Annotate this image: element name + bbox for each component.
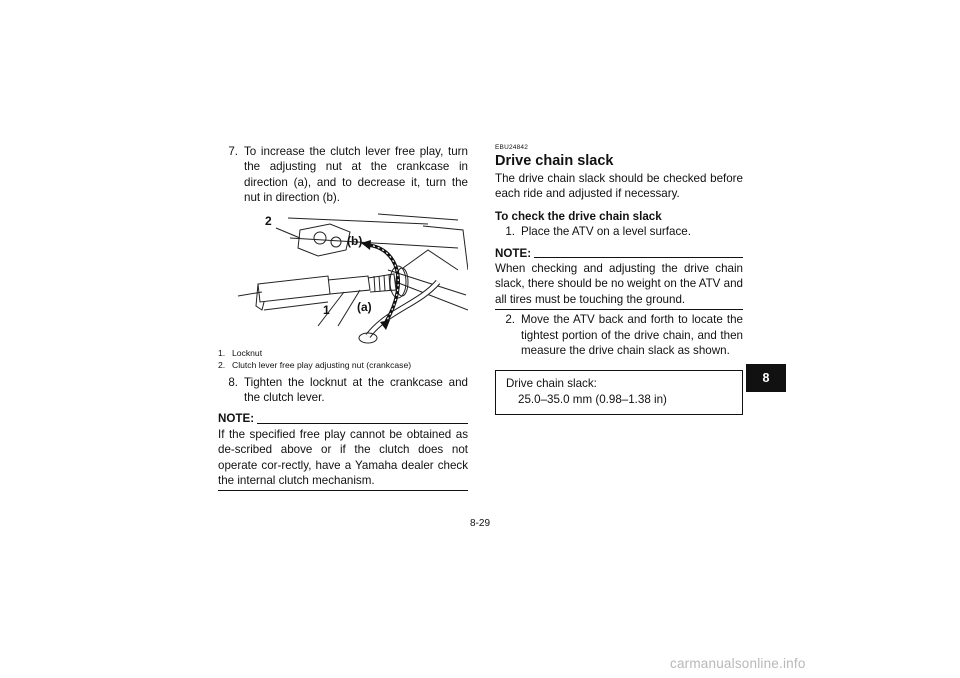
note-text: When checking and adjusting the drive chain slack, there should be no weight on the ATV and all tires must be touching the ground. [495, 262, 743, 306]
caption-number: 1. [218, 347, 226, 358]
note-text: If the specified free play cannot be obtained as de-scribed above or if the clutch does not operate cor-rectly, have a Yamaha dealer check the internal clutch mechanism. [218, 427, 468, 488]
note-end-rule [218, 490, 468, 491]
clutch-illustration-drawing [218, 210, 468, 345]
step-8 [218, 375, 468, 406]
spec-box [495, 370, 743, 415]
figure-caption [218, 347, 468, 371]
figure-label-2: 2 [265, 213, 272, 228]
section-code: EBU24842 [495, 144, 529, 151]
step-text: To increase the clutch lever free play, turn the adjusting nut at the crankcase in direction (a), and to decrease it, turn the nut in direction (b). [244, 145, 468, 205]
note-label: NOTE: [495, 246, 532, 260]
step-number: 8. [228, 375, 238, 389]
note-end-rule [495, 309, 743, 310]
step-number: 2. [505, 313, 515, 327]
step-7 [218, 144, 468, 206]
caption-text: Locknut [232, 347, 263, 358]
note-rule [534, 257, 743, 258]
page-number: 8-29 [469, 518, 490, 529]
caption-item-1 [218, 347, 468, 359]
figure-label-1: 1 [323, 302, 330, 317]
step-number: 7. [228, 145, 238, 158]
caption-number: 2. [218, 359, 226, 370]
section-heading: Drive chain slack [495, 153, 614, 169]
spec-value: 25.0–35.0 mm (0.98–1.38 in) [518, 392, 667, 406]
left-column [218, 144, 468, 491]
clutch-adjuster-illustration [218, 210, 468, 345]
right-column [495, 144, 743, 415]
spec-label: Drive chain slack: [506, 377, 597, 391]
caption-item-2 [218, 359, 468, 371]
note-rule [257, 423, 468, 424]
step-text: Move the ATV back and forth to locate the tightest portion of the drive chain, and then measure the drive chain slack as shown. [521, 313, 743, 358]
note-header [495, 246, 743, 261]
subheading: To check the drive chain slack [495, 209, 662, 223]
step-1 [495, 224, 743, 239]
caption-text: Clutch lever free play adjusting nut (crankcase) [232, 359, 412, 370]
note-label: NOTE: [218, 412, 255, 426]
step-2 [495, 312, 743, 358]
step-number: 1. [505, 225, 515, 239]
watermark: carmanualsonline.info [670, 656, 806, 671]
intro-text: The drive chain slack should be checked before each ride and adjusted if necessary. [495, 172, 743, 201]
note-header [218, 411, 468, 426]
figure-label-b: (b) [347, 233, 363, 248]
figure-label-a: (a) [357, 299, 372, 314]
step-text: Place the ATV on a level surface. [521, 225, 691, 239]
chapter-tab: 8 [746, 364, 786, 392]
step-text: Tighten the locknut at the crankcase and the clutch lever. [244, 375, 468, 405]
